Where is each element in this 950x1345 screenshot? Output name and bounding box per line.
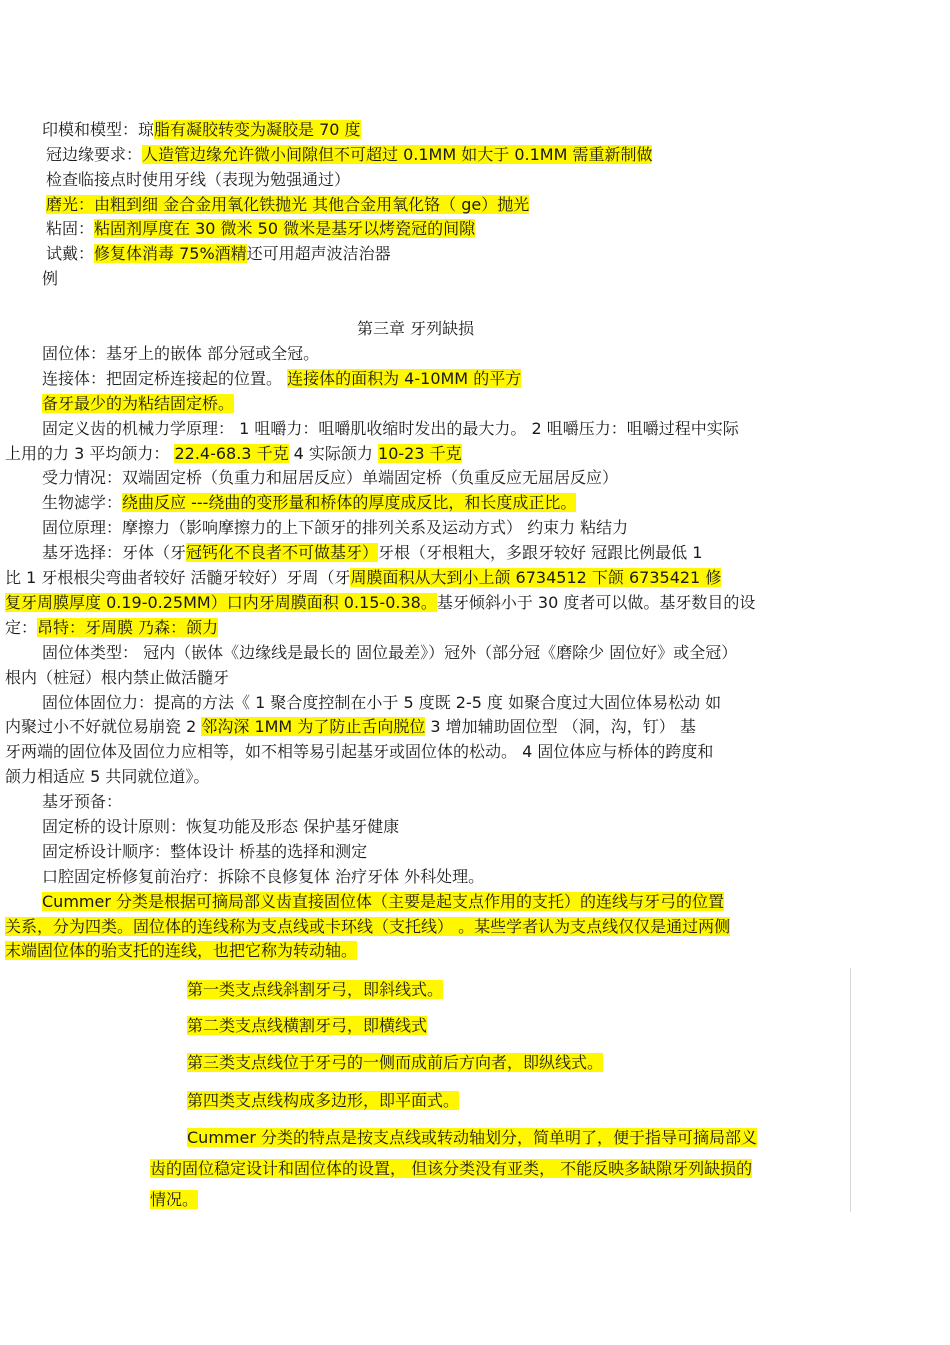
line-mechanics-2 (5, 443, 462, 464)
text-segment: 4 实际颌力 (288, 444, 379, 463)
highlighted-text: 第三类支点线位于牙弓的一侧而成前后方向者，即纵线式。 (187, 1053, 604, 1072)
text-segment: 基牙预备： (42, 792, 123, 811)
line-class-1 (187, 979, 443, 1000)
text-segment: 上用的力 3 平均颌力： (5, 444, 175, 463)
highlighted-text: Cummer 分类的特点是按支点线或转动轴划分，简单明了，便于指导可摘局部义 (187, 1128, 757, 1147)
line-abutment-2 (5, 567, 721, 588)
line-cummer-feature-1 (187, 1127, 757, 1148)
line-class-4 (187, 1090, 459, 1111)
text-segment: 固位体：基牙上的嵌体 部分冠或全冠。 (42, 344, 320, 363)
highlighted-text: 昂特：牙周膜 乃森：颌力 (37, 618, 219, 637)
text-segment: 固位原理：摩擦力（影响摩擦力的上下颌牙的排列关系及运动方式） 约束力 粘结力 (42, 518, 629, 537)
text-segment: 颌力相适应 5 共同就位道》。 (5, 767, 210, 786)
text-segment: 固定桥设计顺序：整体设计 桥基的选择和测定 (42, 842, 368, 861)
text-segment: 例 (42, 269, 59, 288)
line-pre-treatment (42, 866, 484, 887)
line-abutment-1 (42, 542, 702, 563)
text-segment: 固位体类型： 冠内（嵌体《边缘线是最长的 固位最差》）冠外（部分冠《磨除少 固位好》或全冠） (42, 643, 738, 662)
text-segment: 基牙选择：牙体（牙 (42, 543, 187, 562)
text-segment: 牙根（牙根粗大，多跟牙较好 冠跟比例最低 1 (378, 543, 703, 562)
highlighted-text: 粘固剂厚度在 30 微米 50 微米是基牙以烤瓷冠的间隙 (94, 219, 476, 238)
line-abutment-4 (5, 617, 218, 638)
text-segment: 内聚过小不好就位易崩瓷 2 (5, 717, 202, 736)
highlighted-text: 冠钙化不良者不可做基牙） (186, 543, 379, 562)
line-design-principle (42, 816, 399, 837)
text-segment: 检查临接点时使用牙线（表现为勉强通过） (46, 170, 351, 189)
line-design-order (42, 841, 367, 862)
line-polishing (46, 194, 529, 215)
line-retainer-types-1 (42, 642, 737, 663)
line-abutment-3 (5, 592, 755, 613)
line-retention-force-4 (5, 766, 209, 787)
highlighted-text: 修复体消毒 75%酒精 (94, 244, 247, 263)
text-segment: 牙两端的固位体及固位力应相等，如不相等易引起基牙或固位体的松动。 4 固位体应与桥体的跨度和 (5, 742, 714, 761)
highlighted-text: 周膜面积从大到小上颌 6734512 下颌 6735421 修 (350, 568, 722, 587)
highlighted-text: 第四类支点线构成多边形，即平面式。 (187, 1091, 460, 1110)
highlighted-text: 10-23 千克 (378, 444, 462, 463)
line-class-3 (187, 1052, 603, 1073)
line-cummer-feature-2 (150, 1158, 752, 1179)
text-segment: 固定桥的设计原则：恢复功能及形态 保护基牙健康 (42, 817, 400, 836)
highlighted-text: 关系，分为四类。固位体的连线称为支点线或卡环线（支托线） 。某些学者认为支点线仅仅是通过两侧 (5, 917, 731, 936)
text-segment: 试戴： (46, 244, 95, 263)
text-segment: 基牙倾斜小于 30 度者可以做。基牙数目的设 (436, 593, 756, 612)
highlighted-text: 第二类支点线横割牙弓，即横线式 (187, 1016, 428, 1035)
text-segment: 比 1 牙根根尖弯曲者较好 活髓牙较好）牙周（牙 (5, 568, 351, 587)
line-retention-force-2 (5, 716, 696, 737)
line-try-in (46, 243, 391, 264)
text-segment: 生物滤学： (42, 493, 123, 512)
line-cummer-2 (5, 916, 730, 937)
highlighted-text: 绕曲反应 ---绕曲的变形量和桥体的厚度成反比，和长度成正比。 (122, 493, 577, 512)
highlighted-text: 末端固位体的骀支托的连线，也把它称为转动轴。 (5, 941, 358, 960)
highlighted-text: 人造管边缘允许微小间隙但不可超过 0.1MM 如大于 0.1MM 需重新制做 (142, 145, 653, 164)
text-segment: 连接体：把固定桥连接起的位置。 (42, 369, 288, 388)
text-segment: 第三章 牙列缺损 (357, 319, 475, 338)
highlighted-text: 22.4-68.3 千克 (174, 444, 289, 463)
highlighted-text: 备牙最少的为粘结固定桥。 (42, 394, 235, 413)
text-segment: 还可用超声波洁治器 (246, 244, 391, 263)
line-adhesive-bridge (42, 393, 234, 414)
text-segment: 印模和模型：琼 (42, 120, 155, 139)
text-segment: 受力情况：双端固定桥（负重力和屈居反应）单端固定桥（负重反应无屈居反应） (42, 468, 619, 487)
line-connector (42, 368, 521, 389)
line-cummer-feature-3 (150, 1189, 198, 1210)
text-segment: 冠边缘要求： (46, 145, 143, 164)
line-force-condition (42, 467, 618, 488)
line-retention-force-1 (42, 692, 721, 713)
line-retention-principle (42, 517, 628, 538)
highlighted-text: 脂有凝胶转变为凝胶是 70 度 (154, 120, 361, 139)
line-contact-check (46, 169, 350, 190)
highlighted-text: 复牙周膜厚度 0.19-0.25MM）口内牙周膜面积 0.15-0.38。 (5, 593, 437, 612)
highlighted-text: 齿的固位稳定设计和固位体的设置， 但该分类没有亚类， 不能反映多缺隙牙列缺损的 (150, 1159, 753, 1178)
line-flexure (42, 492, 576, 513)
highlighted-text: 邻沟深 1MM 为了防止舌向脱位 (201, 717, 426, 736)
text-segment: 定： (5, 618, 38, 637)
text-segment: 固定义齿的机械力学原理： 1 咀嚼力：咀嚼肌收缩时发出的最大力。 2 咀嚼压力：咀嚼过程中实际 (42, 419, 739, 438)
line-cummer-3 (5, 940, 357, 961)
line-impression-model (42, 119, 361, 140)
line-example (42, 268, 58, 289)
highlighted-text: 第一类支点线斜割牙弓，即斜线式。 (187, 980, 444, 999)
text-segment: 口腔固定桥修复前治疗：拆除不良修复体 治疗牙体 外科处理。 (42, 867, 485, 886)
highlighted-text: 连接体的面积为 4-10MM 的平方 (287, 369, 522, 388)
line-class-2 (187, 1015, 427, 1036)
text-segment: 根内（桩冠）根内禁止做活髓牙 (5, 668, 230, 687)
text-segment: 3 增加辅助固位型 （洞，沟，钉） 基 (425, 717, 696, 736)
highlighted-text: Cummer 分类是根据可摘局部义齿直接固位体（主要是起支点作用的支托）的连线与牙弓的位置 (42, 892, 724, 911)
line-mechanics-1 (42, 418, 739, 439)
chapter-heading (357, 318, 474, 339)
line-abutment-prep (42, 791, 122, 812)
highlighted-text: 情况。 (150, 1190, 199, 1209)
line-retainer-types-2 (5, 667, 229, 688)
line-retainer (42, 343, 319, 364)
highlighted-text: 磨光：由粗到细 金合金用氧化铁抛光 其他合金用氧化铬（ ge）抛光 (46, 195, 530, 214)
line-retention-force-3 (5, 741, 713, 762)
line-crown-margin (46, 144, 652, 165)
line-cementation (46, 218, 475, 239)
text-segment: 固位体固位力：提高的方法《 1 聚合度控制在小于 5 度既 2-5 度 如聚合度过大固位体易松动 如 (42, 693, 722, 712)
line-cummer-1 (42, 891, 724, 912)
text-segment: 粘固： (46, 219, 95, 238)
